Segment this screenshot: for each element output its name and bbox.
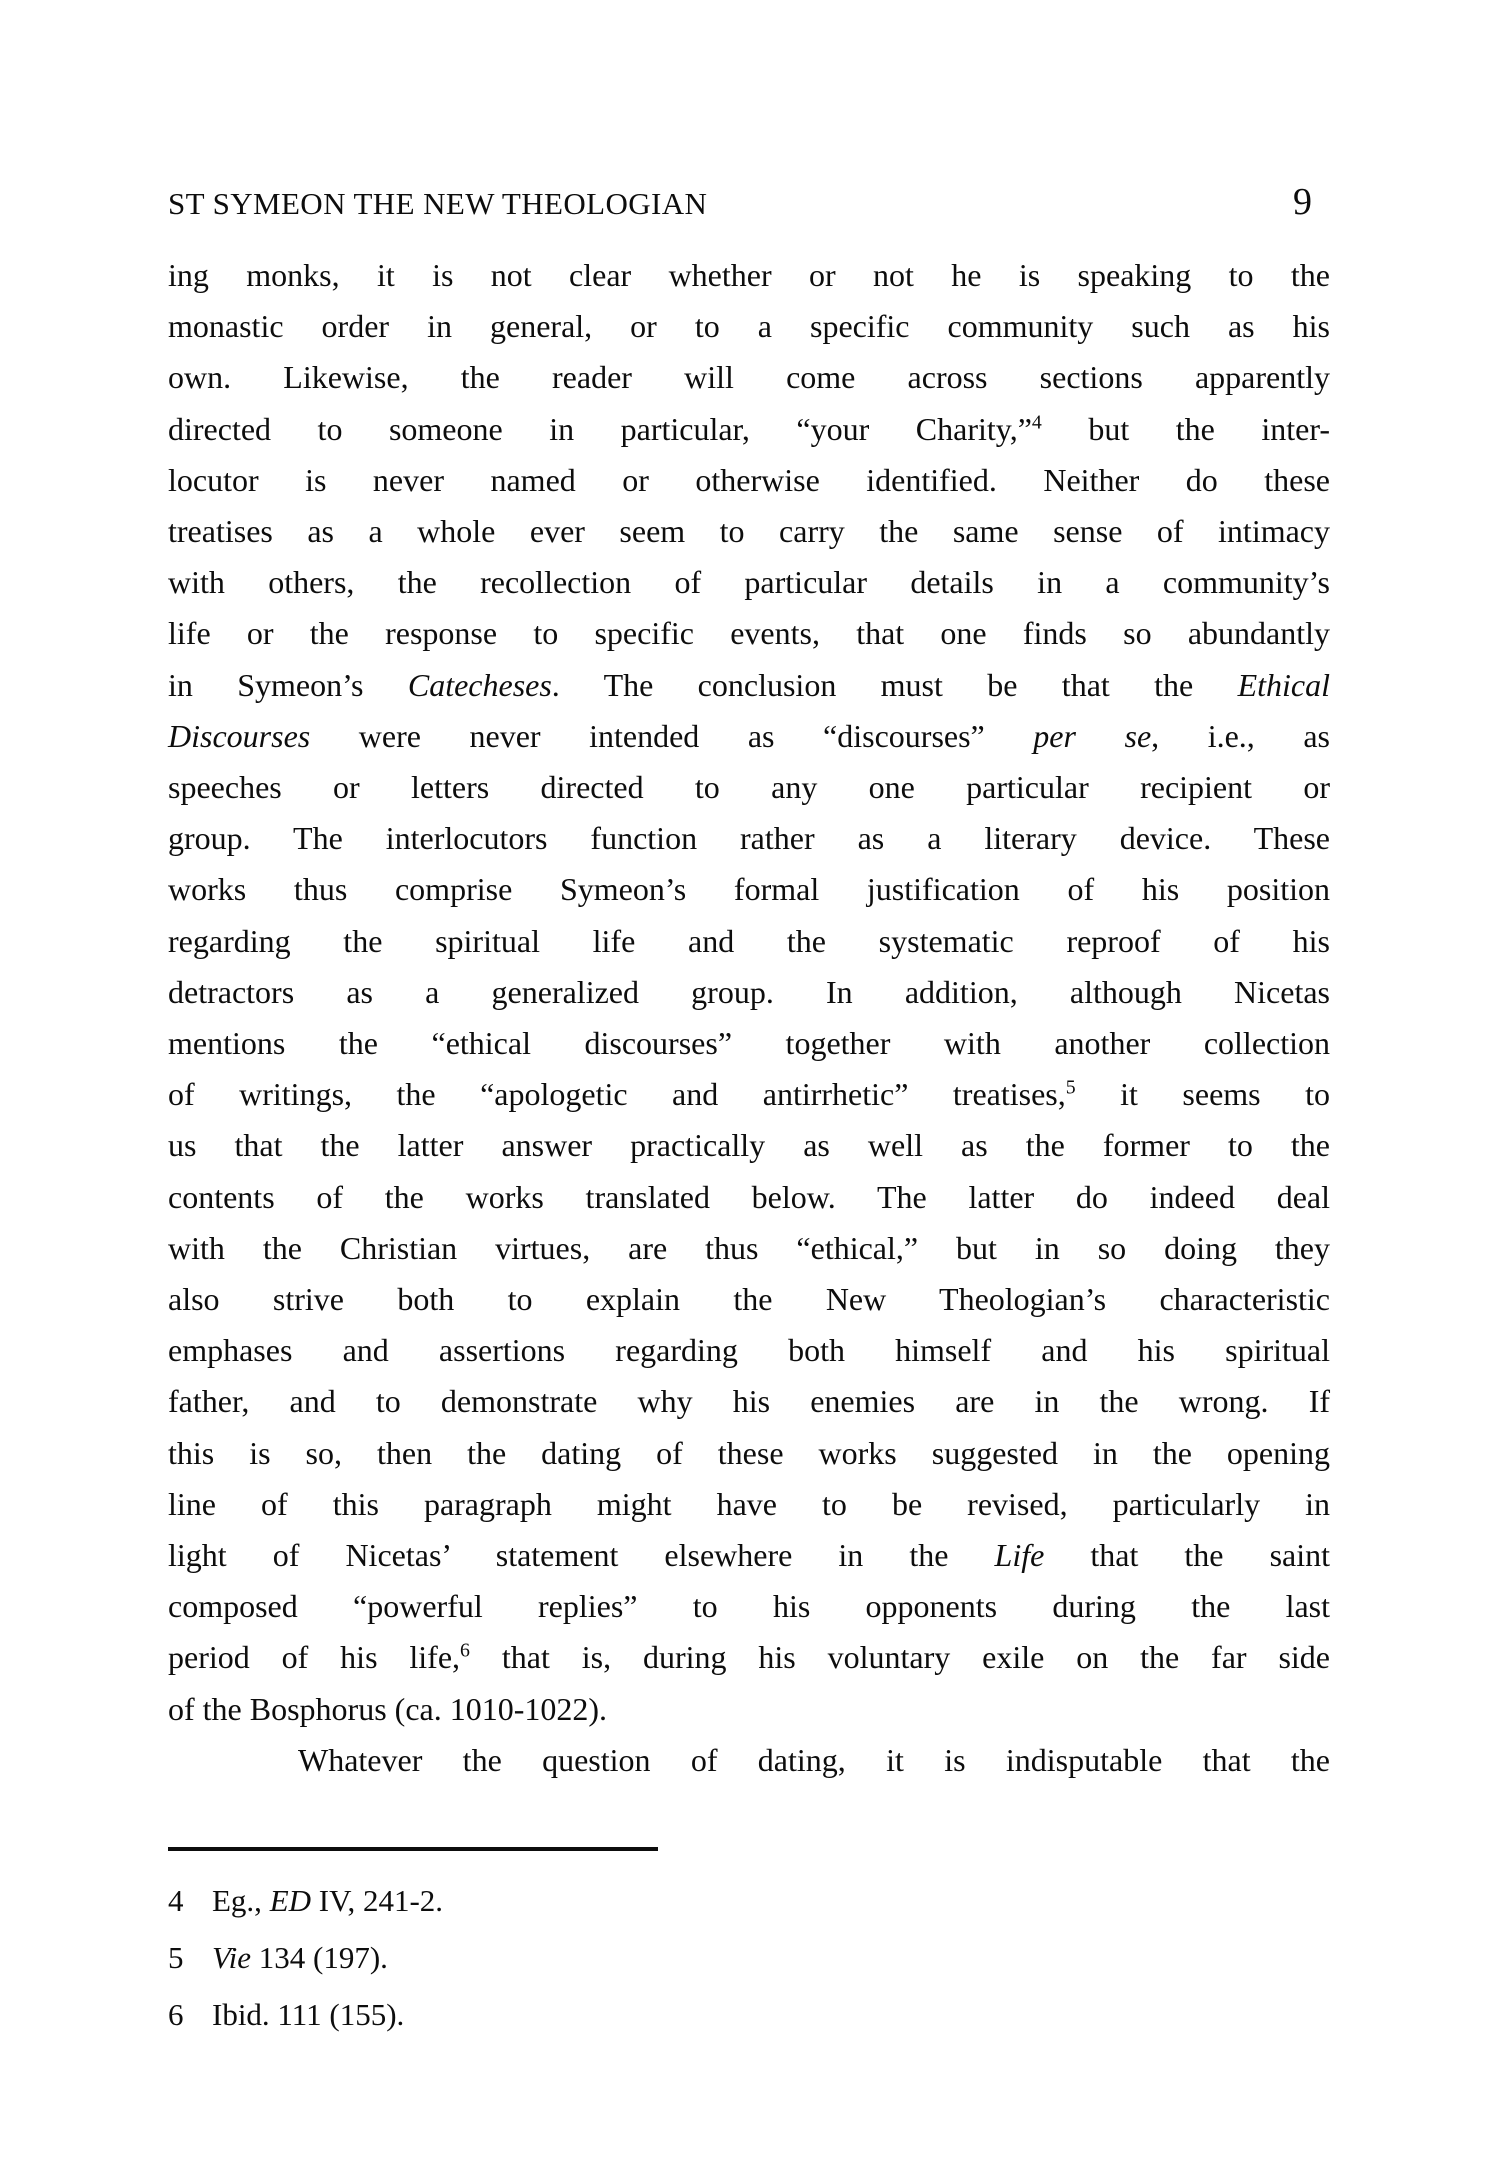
text-line xyxy=(168,1428,1330,1479)
footnote-line xyxy=(168,1929,1330,1986)
body-text xyxy=(168,250,1330,1786)
text-line xyxy=(168,813,1330,864)
text-segment: works thus comprise Symeon’s formal justification of his position xyxy=(168,871,1330,908)
text-segment: with the Christian virtues, are thus “ethical,” but in so doing they xyxy=(168,1229,1330,1266)
text-line xyxy=(168,557,1330,608)
text-segment: , i.e., as xyxy=(1151,717,1330,754)
text-segment: of the Bosphorus (ca. 1010-1022). xyxy=(168,1690,608,1727)
text-line xyxy=(168,762,1330,813)
text-line xyxy=(168,916,1330,967)
text-segment: emphases and assertions regarding both himself and his spiritual xyxy=(168,1332,1330,1369)
text-line xyxy=(168,1684,1330,1735)
text-segment: treatises as a whole ever seem to carry the same sense of intimacy xyxy=(168,513,1330,550)
text-segment: regarding the spiritual life and the systematic reproof of his xyxy=(168,922,1330,959)
text-segment: IV, 241-2. xyxy=(311,1883,444,1918)
page-header xyxy=(168,180,1330,224)
text-segment: father, and to demonstrate why his enemies are in the wrong. If xyxy=(168,1383,1330,1420)
text-segment: Eg., xyxy=(212,1883,270,1918)
text-segment: Catecheses xyxy=(407,666,552,703)
text-line xyxy=(168,660,1330,711)
text-segment: composed “powerful replies” to his opponents during the last xyxy=(168,1588,1330,1625)
text-line xyxy=(168,1172,1330,1223)
text-line xyxy=(168,1120,1330,1171)
text-line xyxy=(168,250,1330,301)
text-segment: Life xyxy=(994,1537,1045,1574)
text-segment: that is, during his voluntary exile on the far side xyxy=(469,1639,1331,1676)
text-line xyxy=(168,1223,1330,1274)
text-segment: detractors as a generalized group. In addition, although Nicetas xyxy=(168,973,1330,1010)
text-segment: per se xyxy=(1033,717,1152,754)
footnotes xyxy=(168,1872,1330,2043)
text-line xyxy=(168,352,1330,403)
text-segment: Discourses xyxy=(168,717,311,754)
text-line xyxy=(168,1274,1330,1325)
footnote-number: 6 xyxy=(168,1997,184,2032)
text-segment: line of this paragraph might have to be revised, particularly in xyxy=(168,1485,1330,1522)
text-segment: Ethical xyxy=(1237,666,1331,703)
text-line xyxy=(168,301,1330,352)
text-line xyxy=(168,1530,1330,1581)
text-line xyxy=(168,864,1330,915)
text-segment: 134 (197). xyxy=(251,1940,388,1975)
text-segment: of writings, the “apologetic and antirrhetic” treatises, xyxy=(168,1076,1066,1113)
text-segment: speeches or letters directed to any one particular recipient or xyxy=(168,769,1330,806)
text-line xyxy=(168,1018,1330,1069)
footnote-number: 4 xyxy=(168,1883,184,1918)
page-number: 9 xyxy=(1293,181,1312,223)
text-segment: this is so, then the dating of these works suggested in the opening xyxy=(168,1434,1330,1471)
text-segment: also strive both to explain the New Theologian’s characteristic xyxy=(168,1281,1330,1318)
text-segment: it seems to xyxy=(1075,1076,1331,1113)
text-segment: Whatever the question of dating, it is indisputable that the xyxy=(298,1741,1330,1778)
footnote-line xyxy=(168,1872,1330,1929)
text-segment: . The conclusion must be that the xyxy=(551,666,1238,703)
text-line xyxy=(168,608,1330,659)
text-line xyxy=(168,1581,1330,1632)
text-segment: contents of the works translated below. The latter do indeed deal xyxy=(168,1178,1330,1215)
running-title: ST SYMEON THE NEW THEOLOGIAN xyxy=(168,186,708,221)
text-segment: directed to someone in particular, “your Charity,” xyxy=(168,410,1032,447)
footnote-line xyxy=(168,1986,1330,2043)
text-segment: with others, the recollection of particular details in a community’s xyxy=(168,564,1330,601)
text-line xyxy=(168,506,1330,557)
footnote-reference-number: 6 xyxy=(460,1639,470,1662)
text-segment: life or the response to specific events, that one finds so abundantly xyxy=(168,615,1330,652)
footnote-separator-rule xyxy=(168,1847,658,1851)
text-segment: ED xyxy=(269,1883,312,1918)
text-segment: monastic order in general, or to a specific community such as his xyxy=(168,308,1330,345)
text-segment: own. Likewise, the reader will come across sections apparently xyxy=(168,359,1330,396)
text-segment: Ibid. 111 (155). xyxy=(212,1997,405,2032)
text-line xyxy=(168,1325,1330,1376)
text-line xyxy=(168,967,1330,1018)
text-segment: in Symeon’s xyxy=(168,666,408,703)
text-segment: period of his life, xyxy=(168,1639,461,1676)
text-line xyxy=(168,1632,1330,1683)
text-line xyxy=(168,455,1330,506)
text-segment: but the inter- xyxy=(1041,410,1331,447)
text-segment: were never intended as “discourses” xyxy=(310,717,1034,754)
footnote-reference-number: 5 xyxy=(1065,1076,1076,1099)
text-segment: that the saint xyxy=(1044,1537,1331,1574)
text-segment: us that the latter answer practically as well as the former to the xyxy=(168,1127,1330,1164)
text-line xyxy=(168,404,1330,455)
text-line xyxy=(168,711,1330,762)
text-line xyxy=(168,1376,1330,1427)
text-segment: ing monks, it is not clear whether or not he is speaking to the xyxy=(168,257,1330,293)
text-segment: Vie xyxy=(212,1940,252,1975)
text-line xyxy=(168,1069,1330,1120)
text-line xyxy=(168,1735,1330,1786)
footnote-number: 5 xyxy=(168,1940,184,1975)
text-line xyxy=(168,1479,1330,1530)
text-segment: mentions the “ethical discourses” together with another collection xyxy=(168,1025,1330,1062)
text-segment: group. The interlocutors function rather as a literary device. These xyxy=(168,820,1330,857)
text-segment: locutor is never named or otherwise identified. Neither do these xyxy=(168,461,1330,498)
footnote-reference-number: 4 xyxy=(1031,410,1042,433)
text-segment: light of Nicetas’ statement elsewhere in the xyxy=(168,1537,995,1574)
